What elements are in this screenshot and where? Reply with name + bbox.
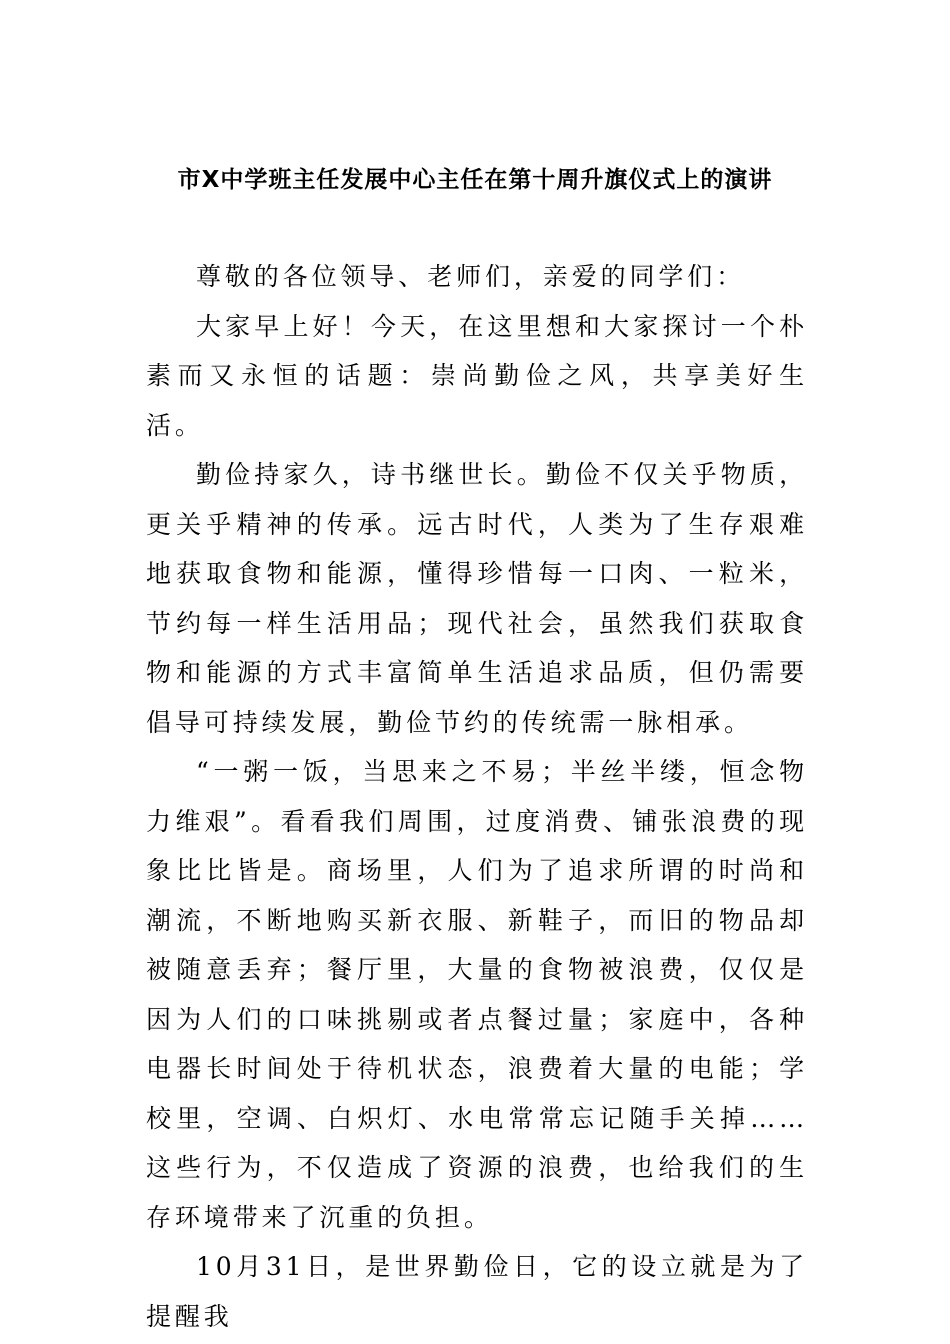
paragraph-thrift-tradition: 勤俭持家久，诗书继世长。勤俭不仅关乎物质，更关乎精神的传承。远古时代，人类为了生存艰难地获取食物和能源，懂得珍惜每一口肉、一粒米，节约每一样生活用品；现代社会，虽然我们获取食物和能源的方式丰富简单生活追求品质，但仍需要倡导可持续发展，勤俭节约的传统需一脉相承。 (146, 460, 808, 737)
paragraph-world-thrift-day: 10月31日，是世界勤俭日，它的设立就是为了提醒我 (146, 1252, 808, 1331)
document-body (146, 252, 808, 1341)
paragraph-greeting: 大家早上好！今天，在这里想和大家探讨一个朴素而又永恒的话题：崇尚勤俭之风，共享美好生活。 (146, 311, 808, 440)
paragraph-waste-phenomena: “一粥一饭，当思来之不易；半丝半缕，恒念物力维艰”。看看我们周围，过度消费、铺张浪费的现象比比皆是。商场里，人们为了追求所谓的时尚和潮流，不断地购买新衣服、新鞋子，而旧的物品却被随意丢弃；餐厅里，大量的食物被浪费，仅仅是因为人们的口味挑剔或者点餐过量；家庭中，各种电器长时间处于待机状态，浪费着大量的电能；学校里，空调、白炽灯、水电常常忘记随手关掉……这些行为，不仅造成了资源的浪费，也给我们的生存环境带来了沉重的负担。 (146, 757, 808, 1232)
paragraph-salutation: 尊敬的各位领导、老师们，亲爱的同学们： (196, 262, 746, 291)
document-title: 市X中学班主任发展中心主任在第十周升旗仪式上的演讲 (177, 167, 773, 193)
